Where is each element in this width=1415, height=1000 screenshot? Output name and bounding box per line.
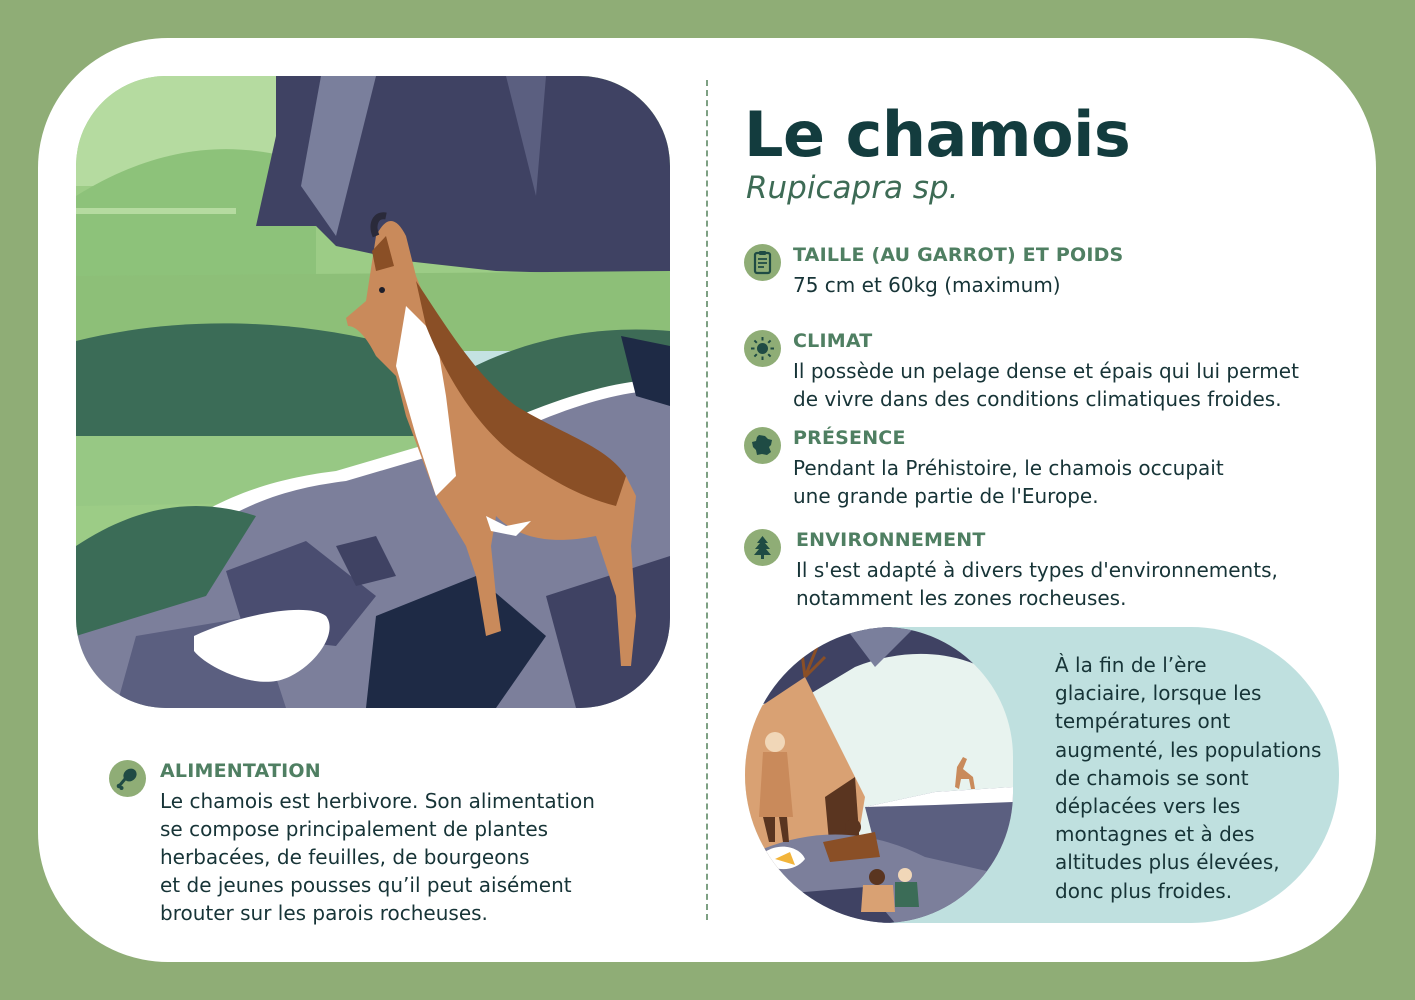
section-heading: ALIMENTATION bbox=[160, 760, 321, 782]
text-line: Pendant la Préhistoire, le chamois occupait bbox=[793, 456, 1224, 480]
section-heading: PRÉSENCE bbox=[793, 427, 906, 449]
prehistoric-scene-illustration bbox=[745, 627, 1013, 923]
text-line: brouter sur les parois rocheuses. bbox=[160, 901, 488, 925]
dashed-divider bbox=[706, 80, 708, 920]
fir-tree-icon bbox=[744, 529, 781, 566]
text-line: déplacées vers les bbox=[1055, 793, 1241, 818]
section-heading: CLIMAT bbox=[793, 330, 873, 352]
text-line: À la fin de l’ère bbox=[1055, 653, 1207, 677]
text-line: Il s'est adapté à divers types d'environnements, bbox=[796, 558, 1278, 582]
sun-icon bbox=[744, 330, 781, 367]
text-line: 75 cm et 60kg (maximum) bbox=[793, 273, 1061, 297]
text-line: herbacées, de feuilles, de bourgeons bbox=[160, 845, 530, 869]
history-panel bbox=[745, 627, 1339, 923]
text-line: de vivre dans des conditions climatiques froides. bbox=[793, 387, 1282, 411]
section-heading: ENVIRONNEMENT bbox=[796, 529, 986, 551]
france-map-icon bbox=[744, 427, 781, 464]
scientific-name: Rupicapra sp. bbox=[746, 170, 959, 206]
section-text bbox=[793, 454, 1224, 510]
text-line: montagnes et à des bbox=[1055, 822, 1255, 847]
text-line: se compose principalement de plantes bbox=[160, 817, 549, 841]
history-text bbox=[1055, 651, 1321, 905]
text-line: notamment les zones rocheuses. bbox=[796, 586, 1127, 610]
text-line: une grande partie de l'Europe. bbox=[793, 484, 1099, 508]
section-heading: TAILLE (AU GARROT) ET POIDS bbox=[793, 244, 1124, 266]
section-text bbox=[796, 556, 1278, 612]
text-line: augmenté, les populations bbox=[1055, 737, 1322, 762]
clipboard-icon bbox=[744, 244, 781, 281]
section-text bbox=[793, 271, 1061, 299]
drumstick-icon bbox=[109, 760, 146, 797]
text-line: glaciaire, lorsque les bbox=[1055, 681, 1262, 706]
text-line: de chamois se sont bbox=[1055, 765, 1249, 790]
section-text bbox=[160, 787, 595, 927]
text-line: et de jeunes pousses qu’il peut aisément bbox=[160, 873, 572, 897]
chamois-illustration bbox=[76, 76, 670, 708]
text-line: températures ont bbox=[1055, 709, 1231, 734]
section-text bbox=[793, 357, 1299, 413]
text-line: Il possède un pelage dense et épais qui lui permet bbox=[793, 359, 1299, 383]
text-line: altitudes plus élevées, bbox=[1055, 850, 1280, 875]
page-title: Le chamois bbox=[744, 98, 1131, 171]
text-line: Le chamois est herbivore. Son alimentation bbox=[160, 789, 595, 813]
text-line: donc plus froides. bbox=[1055, 878, 1233, 903]
